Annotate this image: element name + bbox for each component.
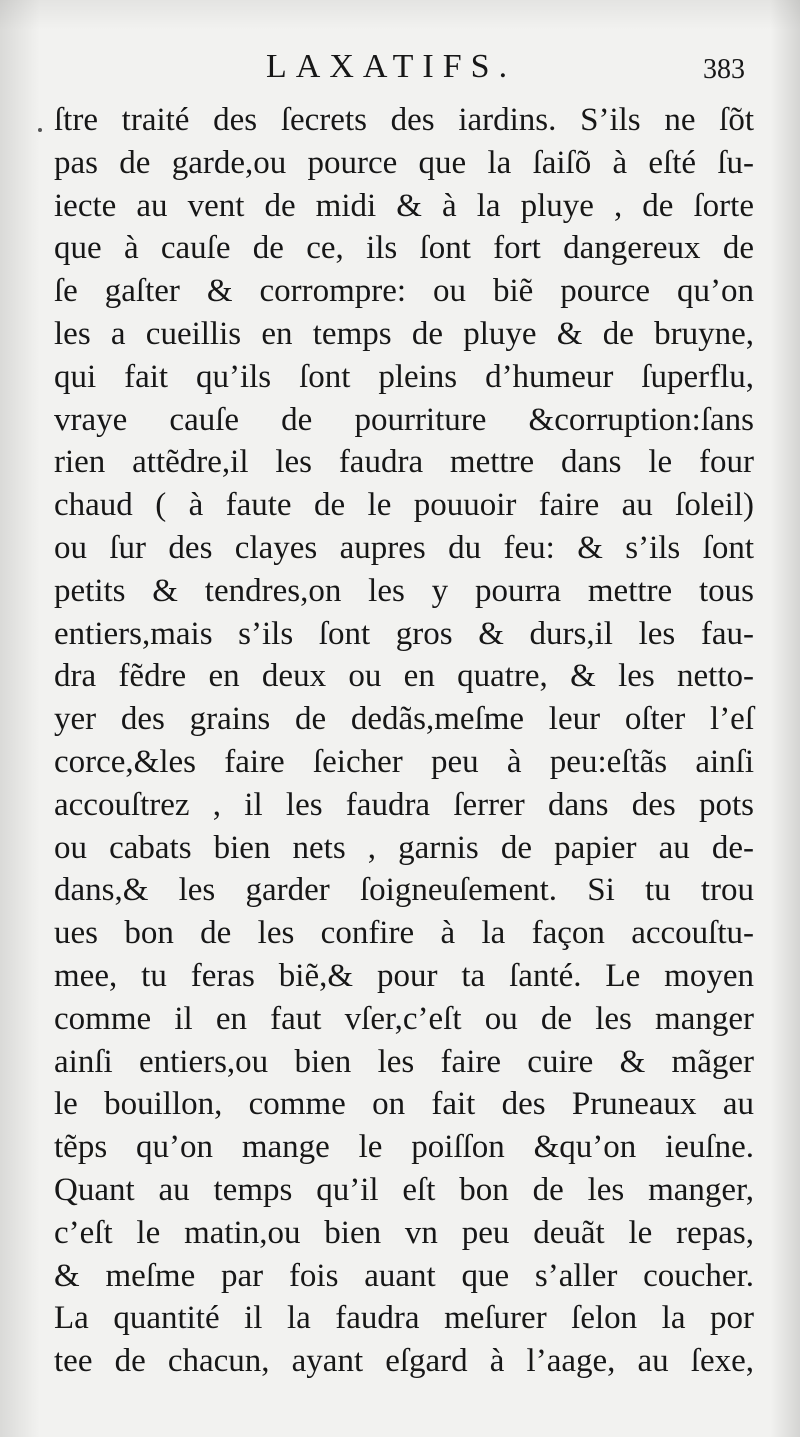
text-line: iecte au vent de midi & à la pluye , de ſorte: [54, 187, 754, 224]
text-line: le bouillon, comme on fait des Pruneaux au: [54, 1086, 754, 1123]
text-line: dans,& les garder ſoigneuſement. Si tu trou: [54, 872, 754, 909]
text-line: pas de garde,ou pource que la ſaiſõ à eſté ſu-: [54, 144, 754, 181]
text-line: entiers,mais s’ils ſont gros & durs,il les fau-: [54, 615, 754, 652]
text-line: les a cueillis en temps de pluye & de bruyne,: [54, 315, 754, 352]
body-text: [54, 99, 754, 1383]
text-line: & meſme par fois auant que s’aller coucher.: [54, 1257, 754, 1294]
page-number: 383: [703, 54, 745, 85]
text-line: tẽps qu’on mange le poiſſon &qu’on ieuſne.: [54, 1129, 754, 1166]
text-line: rien attẽdre,il les faudra mettre dans le four: [54, 444, 754, 481]
margin-mark: [38, 128, 42, 132]
text-line: ainſi entiers,ou bien les faire cuire & mãger: [54, 1043, 754, 1080]
text-line: ſe gaſter & corrompre: ou biẽ pource qu’on: [54, 273, 754, 310]
text-line: que à cauſe de ce, ils ſont fort dangereux de: [54, 230, 754, 267]
text-line: yer des grains de dedãs,meſme leur oſter l’eſ: [54, 701, 754, 738]
text-line: ou cabats bien nets , garnis de papier au de-: [54, 829, 754, 866]
text-line: ues bon de les confire à la façon accouſtu-: [54, 915, 754, 952]
text-line: ou ſur des clayes aupres du feu: & s’ils ſont: [54, 529, 754, 566]
text-line: ſtre traité des ſecrets des iardins. S’ils ne ſõt: [54, 102, 754, 138]
text-line: comme il en faut vſer,c’eſt ou de les manger: [54, 1000, 754, 1037]
page-header: [0, 44, 800, 92]
text-line: chaud ( à faute de le pouuoir faire au ſoleil): [54, 487, 754, 524]
text-line: tee de chacun, ayant eſgard à l’aage, au ſexe,: [54, 1343, 754, 1380]
text-line: petits & tendres,on les y pourra mettre tous: [54, 572, 754, 609]
running-title: LAXATIFS.: [266, 48, 517, 85]
text-line: accouſtrez , il les faudra ſerrer dans des pots: [54, 786, 754, 823]
text-line: La quantité il la faudra meſurer ſelon la por: [54, 1300, 754, 1337]
text-line: qui fait qu’ils ſont pleins d’humeur ſuperflu,: [54, 358, 754, 395]
text-line: c’eſt le matin,ou bien vn peu deuãt le repas,: [54, 1214, 754, 1251]
text-line: dra fẽdre en deux ou en quatre, & les netto-: [54, 658, 754, 695]
text-line: mee, tu feras biẽ,& pour ta ſanté. Le moyen: [54, 957, 754, 994]
text-line: corce,&les faire ſeicher peu à peu:eſtãs ainſi: [54, 743, 754, 780]
text-line: vraye cauſe de pourriture &corruption:ſans: [54, 401, 754, 438]
text-line: Quant au temps qu’il eſt bon de les manger,: [54, 1171, 754, 1208]
